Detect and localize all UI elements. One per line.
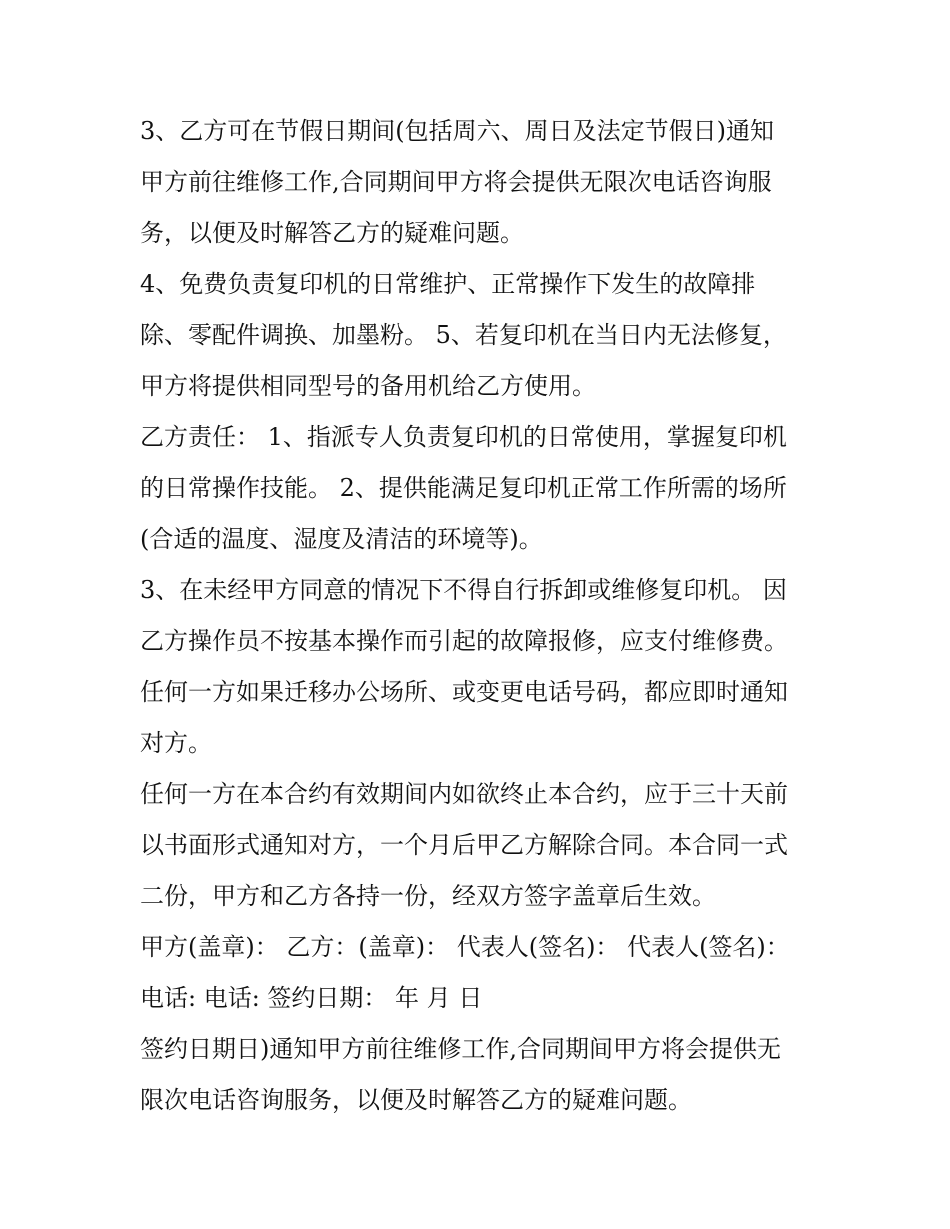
text-line: 甲方前往维修工作,合同期间甲方将会提供无限次电话咨询服 <box>140 168 772 196</box>
text-line: 对方。 <box>140 729 212 757</box>
document-body <box>140 106 820 1126</box>
paragraph-service-hours <box>140 106 820 259</box>
paragraph-no-disassembly <box>140 565 820 769</box>
text-line: 3、乙方可在节假日期间(包括周六、周日及法定节假日)通知 <box>140 117 774 145</box>
text-line: 3、在未经甲方同意的情况下不得自行拆卸或维修复印机。 因 <box>140 576 787 604</box>
text-line: 二份，甲方和乙方各持一份，经双方签字盖章后生效。 <box>140 882 716 910</box>
text-line: 任何一方在本合约有效期间内如欲终止本合约，应于三十天前 <box>140 780 788 808</box>
text-line: 的日常操作技能。 2、提供能满足复印机正常工作所需的场所 <box>140 474 787 502</box>
text-line: 签约日期日)通知甲方前往维修工作,合同期间甲方将会提供无 <box>140 1035 781 1063</box>
text-line: 限次电话咨询服务，以便及时解答乙方的疑难问题。 <box>140 1086 692 1114</box>
text-line: 以书面形式通知对方，一个月后甲乙方解除合同。本合同一式 <box>140 831 788 859</box>
text-line: 乙方责任： 1、指派专人负责复印机的日常使用，掌握复印机 <box>140 423 787 451</box>
paragraph-trailing-text <box>140 1024 820 1126</box>
paragraph-maintenance <box>140 259 820 412</box>
paragraph-termination <box>140 769 820 922</box>
text-line: 务，以便及时解答乙方的疑难问题。 <box>140 219 524 247</box>
text-line: 除、零配件调换、加墨粉。 5、若复印机在当日内无法修复， <box>140 321 787 349</box>
paragraph-party-b-duties <box>140 412 820 565</box>
signature-line: 甲方(盖章)： 乙方：(盖章)： 代表人(签名)： 代表人(签名)： <box>140 933 790 961</box>
text-line: 乙方操作员不按基本操作而引起的故障报修，应支付维修费。 <box>140 627 788 655</box>
text-line: 甲方将提供相同型号的备用机给乙方使用。 <box>140 372 596 400</box>
text-line: (合适的温度、湿度及清洁的环境等)。 <box>140 525 543 553</box>
contact-date-line: 电话: 电话: 签约日期： 年 月 日 <box>140 984 483 1012</box>
paragraph-signatures <box>140 922 820 1024</box>
text-line: 任何一方如果迁移办公场所、或变更电话号码，都应即时通知 <box>140 678 788 706</box>
text-line: 4、免费负责复印机的日常维护、正常操作下发生的故障排 <box>140 270 756 298</box>
